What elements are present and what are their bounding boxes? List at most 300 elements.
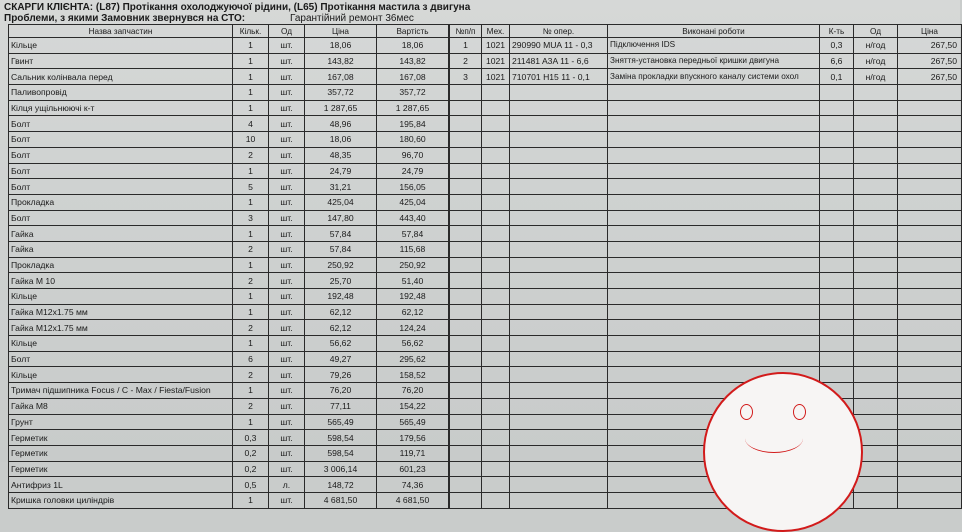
op-price-empty [898,383,962,399]
part-total: 154,22 [377,398,449,414]
part-unit: шт. [269,210,305,226]
part-price: 24,79 [305,163,377,179]
op-mechanic-empty [482,100,510,116]
op-index-empty [450,100,482,116]
op-number-empty [510,430,608,446]
part-unit: шт. [269,430,305,446]
part-qty: 2 [233,367,269,383]
part-name: Болт [9,132,233,148]
col-op-qty: К-ть [820,25,854,38]
op-number-empty [510,461,608,477]
part-price: 62,12 [305,320,377,336]
op-index: 1 [450,38,482,54]
op-unit-empty [854,367,898,383]
op-unit-empty [854,492,898,508]
op-mechanic-empty [482,179,510,195]
op-index-empty [450,445,482,461]
part-unit: шт. [269,492,305,508]
part-qty: 1 [233,194,269,210]
op-index-empty [450,414,482,430]
part-unit: шт. [269,445,305,461]
op-index-empty [450,336,482,352]
part-unit: шт. [269,336,305,352]
part-name: Сальник колінвала перед [9,69,233,85]
op-qty: 0,3 [820,38,854,54]
op-mechanic-empty [482,492,510,508]
col-price: Ціна [305,25,377,38]
op-index: 3 [450,69,482,85]
op-price-empty [898,336,962,352]
parts-row [9,336,449,352]
op-number-empty [510,194,608,210]
op-work-empty [608,226,820,242]
op-mechanic-empty [482,210,510,226]
part-unit: шт. [269,53,305,69]
op-number-empty [510,367,608,383]
parts-row [9,461,449,477]
part-unit: шт. [269,257,305,273]
part-name: Болт [9,351,233,367]
parts-row [9,53,449,69]
op-mechanic-empty [482,398,510,414]
part-name: Грунт [9,414,233,430]
ops-row [450,69,962,85]
op-price-empty [898,304,962,320]
smiley-left-eye [740,404,753,420]
part-qty: 1 [233,257,269,273]
part-total: 56,62 [377,336,449,352]
op-unit-empty [854,414,898,430]
op-work-empty [608,289,820,305]
op-qty-empty [820,179,854,195]
part-total: 295,62 [377,351,449,367]
op-price-empty [898,147,962,163]
ops-empty-row [450,147,962,163]
ops-empty-row [450,304,962,320]
op-mechanic-empty [482,116,510,132]
op-qty-empty [820,147,854,163]
op-unit-empty [854,477,898,493]
op-price-empty [898,85,962,101]
op-number: 290990 MUA 11 - 0,3 [510,38,608,54]
parts-row [9,414,449,430]
part-unit: шт. [269,100,305,116]
part-price: 31,21 [305,179,377,195]
op-price-empty [898,367,962,383]
op-unit: н/год [854,38,898,54]
parts-row [9,210,449,226]
smiley-mouth [745,424,803,453]
part-qty: 2 [233,241,269,257]
part-price: 357,72 [305,85,377,101]
op-price-empty [898,226,962,242]
op-mechanic: 1021 [482,38,510,54]
op-index-empty [450,179,482,195]
part-qty: 2 [233,398,269,414]
part-unit: шт. [269,461,305,477]
col-op-unit: Од [854,25,898,38]
part-qty: 1 [233,53,269,69]
part-unit: шт. [269,367,305,383]
op-index-empty [450,461,482,477]
part-unit: шт. [269,116,305,132]
op-price: 267,50 [898,53,962,69]
op-work-empty [608,273,820,289]
op-price-empty [898,132,962,148]
part-price: 18,06 [305,38,377,54]
op-index-empty [450,147,482,163]
ops-empty-row [450,367,962,383]
op-mechanic-empty [482,257,510,273]
op-mechanic-empty [482,226,510,242]
parts-row [9,304,449,320]
part-total: 425,04 [377,194,449,210]
ops-empty-row [450,477,962,493]
part-total: 156,05 [377,179,449,195]
op-price-empty [898,179,962,195]
ops-row [450,38,962,54]
op-qty-empty [820,132,854,148]
op-mechanic-empty [482,445,510,461]
part-total: 4 681,50 [377,492,449,508]
op-work-empty [608,351,820,367]
part-unit: шт. [269,289,305,305]
op-unit-empty [854,179,898,195]
part-name: Кільце [9,38,233,54]
op-work-empty [608,132,820,148]
smiley-right-eye [793,404,806,420]
parts-row [9,477,449,493]
part-unit: шт. [269,38,305,54]
op-unit-empty [854,273,898,289]
part-price: 192,48 [305,289,377,305]
op-qty-empty [820,210,854,226]
op-mechanic-empty [482,351,510,367]
op-work-empty [608,100,820,116]
part-name: Болт [9,210,233,226]
op-qty-empty [820,320,854,336]
op-index-empty [450,273,482,289]
op-mechanic-empty [482,289,510,305]
op-mechanic-empty [482,194,510,210]
part-price: 77,11 [305,398,377,414]
op-number-empty [510,414,608,430]
op-work-empty [608,257,820,273]
op-unit-empty [854,336,898,352]
op-unit-empty [854,289,898,305]
part-name: Гвинт [9,53,233,69]
op-mechanic: 1021 [482,53,510,69]
op-unit-empty [854,147,898,163]
op-qty-empty [820,257,854,273]
op-mechanic-empty [482,461,510,477]
op-price-empty [898,194,962,210]
parts-row [9,320,449,336]
op-index-empty [450,210,482,226]
op-number-empty [510,477,608,493]
op-index-empty [450,383,482,399]
part-unit: шт. [269,398,305,414]
op-number-empty [510,210,608,226]
op-price-empty [898,320,962,336]
part-unit: шт. [269,351,305,367]
op-mechanic: 1021 [482,69,510,85]
op-unit: н/год [854,53,898,69]
op-number-empty [510,336,608,352]
op-mechanic-empty [482,367,510,383]
ops-empty-row [450,273,962,289]
op-price-empty [898,241,962,257]
ops-empty-row [450,179,962,195]
op-index-empty [450,351,482,367]
op-work-empty [608,147,820,163]
ops-empty-row [450,100,962,116]
part-total: 180,60 [377,132,449,148]
op-index-empty [450,257,482,273]
op-qty-empty [820,85,854,101]
part-price: 148,72 [305,477,377,493]
op-index-empty [450,194,482,210]
op-index-empty [450,163,482,179]
op-price-empty [898,398,962,414]
op-number-empty [510,320,608,336]
part-name: Прокладка [9,257,233,273]
part-total: 115,68 [377,241,449,257]
op-index-empty [450,304,482,320]
op-number-empty [510,163,608,179]
op-index-empty [450,320,482,336]
part-total: 143,82 [377,53,449,69]
op-number-empty [510,445,608,461]
part-qty: 0,5 [233,477,269,493]
ops-header-row [450,25,962,38]
part-total: 1 287,65 [377,100,449,116]
op-mechanic-empty [482,273,510,289]
part-name: Болт [9,147,233,163]
op-unit-empty [854,226,898,242]
op-unit: н/год [854,69,898,85]
part-price: 18,06 [305,132,377,148]
ops-empty-row [450,351,962,367]
problems-label: Проблеми, з якими Замовник звернувся на СТО: [4,13,246,24]
part-name: Кільце [9,367,233,383]
op-unit-empty [854,132,898,148]
parts-row [9,289,449,305]
part-price: 79,26 [305,367,377,383]
part-unit: шт. [269,320,305,336]
parts-row [9,445,449,461]
op-price-empty [898,116,962,132]
part-name: Гайка [9,241,233,257]
part-name: Герметик [9,430,233,446]
part-price: 147,80 [305,210,377,226]
op-price: 267,50 [898,38,962,54]
part-total: 74,36 [377,477,449,493]
part-unit: шт. [269,194,305,210]
ops-empty-row [450,336,962,352]
op-qty-empty [820,163,854,179]
parts-row [9,194,449,210]
parts-row [9,257,449,273]
part-unit: шт. [269,147,305,163]
part-price: 25,70 [305,273,377,289]
part-unit: шт. [269,273,305,289]
op-qty-empty [820,289,854,305]
part-price: 62,12 [305,304,377,320]
op-qty-empty [820,241,854,257]
op-qty: 0,1 [820,69,854,85]
part-qty: 2 [233,273,269,289]
part-total: 24,79 [377,163,449,179]
op-number-empty [510,289,608,305]
op-unit-empty [854,85,898,101]
part-price: 57,84 [305,241,377,257]
part-name: Прокладка [9,194,233,210]
col-total: Вартість [377,25,449,38]
part-unit: шт. [269,132,305,148]
parts-row [9,38,449,54]
part-unit: л. [269,477,305,493]
part-total: 250,92 [377,257,449,273]
part-total: 565,49 [377,414,449,430]
ops-empty-row [450,163,962,179]
parts-row [9,69,449,85]
part-name: Гайка М12х1.75 мм [9,304,233,320]
op-mechanic-empty [482,85,510,101]
part-price: 48,96 [305,116,377,132]
part-total: 119,71 [377,445,449,461]
op-work: Зняття-установка передньої кришки двигуна [608,53,820,69]
part-unit: шт. [269,226,305,242]
col-unit: Од [269,25,305,38]
part-qty: 1 [233,100,269,116]
ops-empty-row [450,194,962,210]
parts-row [9,351,449,367]
part-name: Гайка М8 [9,398,233,414]
op-unit-empty [854,383,898,399]
part-price: 56,62 [305,336,377,352]
op-price-empty [898,351,962,367]
part-total: 179,56 [377,430,449,446]
smiley-face-drawing [703,372,863,532]
part-qty: 3 [233,210,269,226]
op-number-empty [510,116,608,132]
customer-complaints: СКАРГИ КЛІЄНТА: (L87) Протікання охолоджуючої рідини, (L65) Протікання мастила з двигуна [4,2,471,13]
op-work-empty [608,336,820,352]
part-qty: 6 [233,351,269,367]
op-qty-empty [820,226,854,242]
part-unit: шт. [269,69,305,85]
parts-row [9,273,449,289]
op-work: Підключення IDS [608,38,820,54]
op-unit-empty [854,241,898,257]
op-qty-empty [820,273,854,289]
op-number: 211481 A3A 11 - 6,6 [510,53,608,69]
part-name: Болт [9,116,233,132]
part-unit: шт. [269,241,305,257]
part-total: 124,24 [377,320,449,336]
part-qty: 2 [233,147,269,163]
op-number-empty [510,100,608,116]
part-price: 598,54 [305,445,377,461]
op-number-empty [510,398,608,414]
parts-row [9,147,449,163]
op-qty-empty [820,351,854,367]
ops-empty-row [450,383,962,399]
part-unit: шт. [269,383,305,399]
op-index-empty [450,116,482,132]
part-qty: 0,3 [233,430,269,446]
part-name: Тримач підшипника Focus / C - Max / Fiesta/Fusion [9,383,233,399]
ops-empty-row [450,132,962,148]
op-index: 2 [450,53,482,69]
parts-row [9,85,449,101]
op-mechanic-empty [482,132,510,148]
op-index-empty [450,430,482,446]
parts-row [9,226,449,242]
op-number-empty [510,492,608,508]
part-qty: 1 [233,304,269,320]
op-qty-empty [820,100,854,116]
op-mechanic-empty [482,241,510,257]
col-op-price: Ціна [898,25,962,38]
ops-empty-row [450,398,962,414]
part-qty: 2 [233,320,269,336]
col-qty: Кільк. [233,25,269,38]
ops-empty-row [450,241,962,257]
op-number-empty [510,226,608,242]
part-unit: шт. [269,414,305,430]
part-name: Гайка М12х1.75 мм [9,320,233,336]
op-qty-empty [820,336,854,352]
part-unit: шт. [269,179,305,195]
op-index-empty [450,132,482,148]
col-mechanic: Мех. [482,25,510,38]
op-mechanic-empty [482,163,510,179]
parts-row [9,383,449,399]
op-number-empty [510,257,608,273]
op-price-empty [898,273,962,289]
part-qty: 1 [233,492,269,508]
op-work-empty [608,194,820,210]
part-name: Антифриз 1L [9,477,233,493]
ops-empty-row [450,85,962,101]
part-price: 49,27 [305,351,377,367]
op-number: 710701 H15 11 - 0,1 [510,69,608,85]
part-qty: 0,2 [233,461,269,477]
part-price: 250,92 [305,257,377,273]
op-number-empty [510,351,608,367]
part-total: 76,20 [377,383,449,399]
problems-value: Гарантійний ремонт 36мес [290,13,414,24]
part-price: 48,35 [305,147,377,163]
part-unit: шт. [269,163,305,179]
op-price-empty [898,461,962,477]
part-qty: 1 [233,38,269,54]
part-unit: шт. [269,304,305,320]
col-work-done: Виконані роботи [608,25,820,38]
part-total: 158,52 [377,367,449,383]
parts-row [9,179,449,195]
part-price: 143,82 [305,53,377,69]
op-mechanic-empty [482,320,510,336]
op-price-empty [898,163,962,179]
part-total: 57,84 [377,226,449,242]
parts-row [9,241,449,257]
ops-empty-row [450,116,962,132]
part-price: 167,08 [305,69,377,85]
op-index-empty [450,85,482,101]
